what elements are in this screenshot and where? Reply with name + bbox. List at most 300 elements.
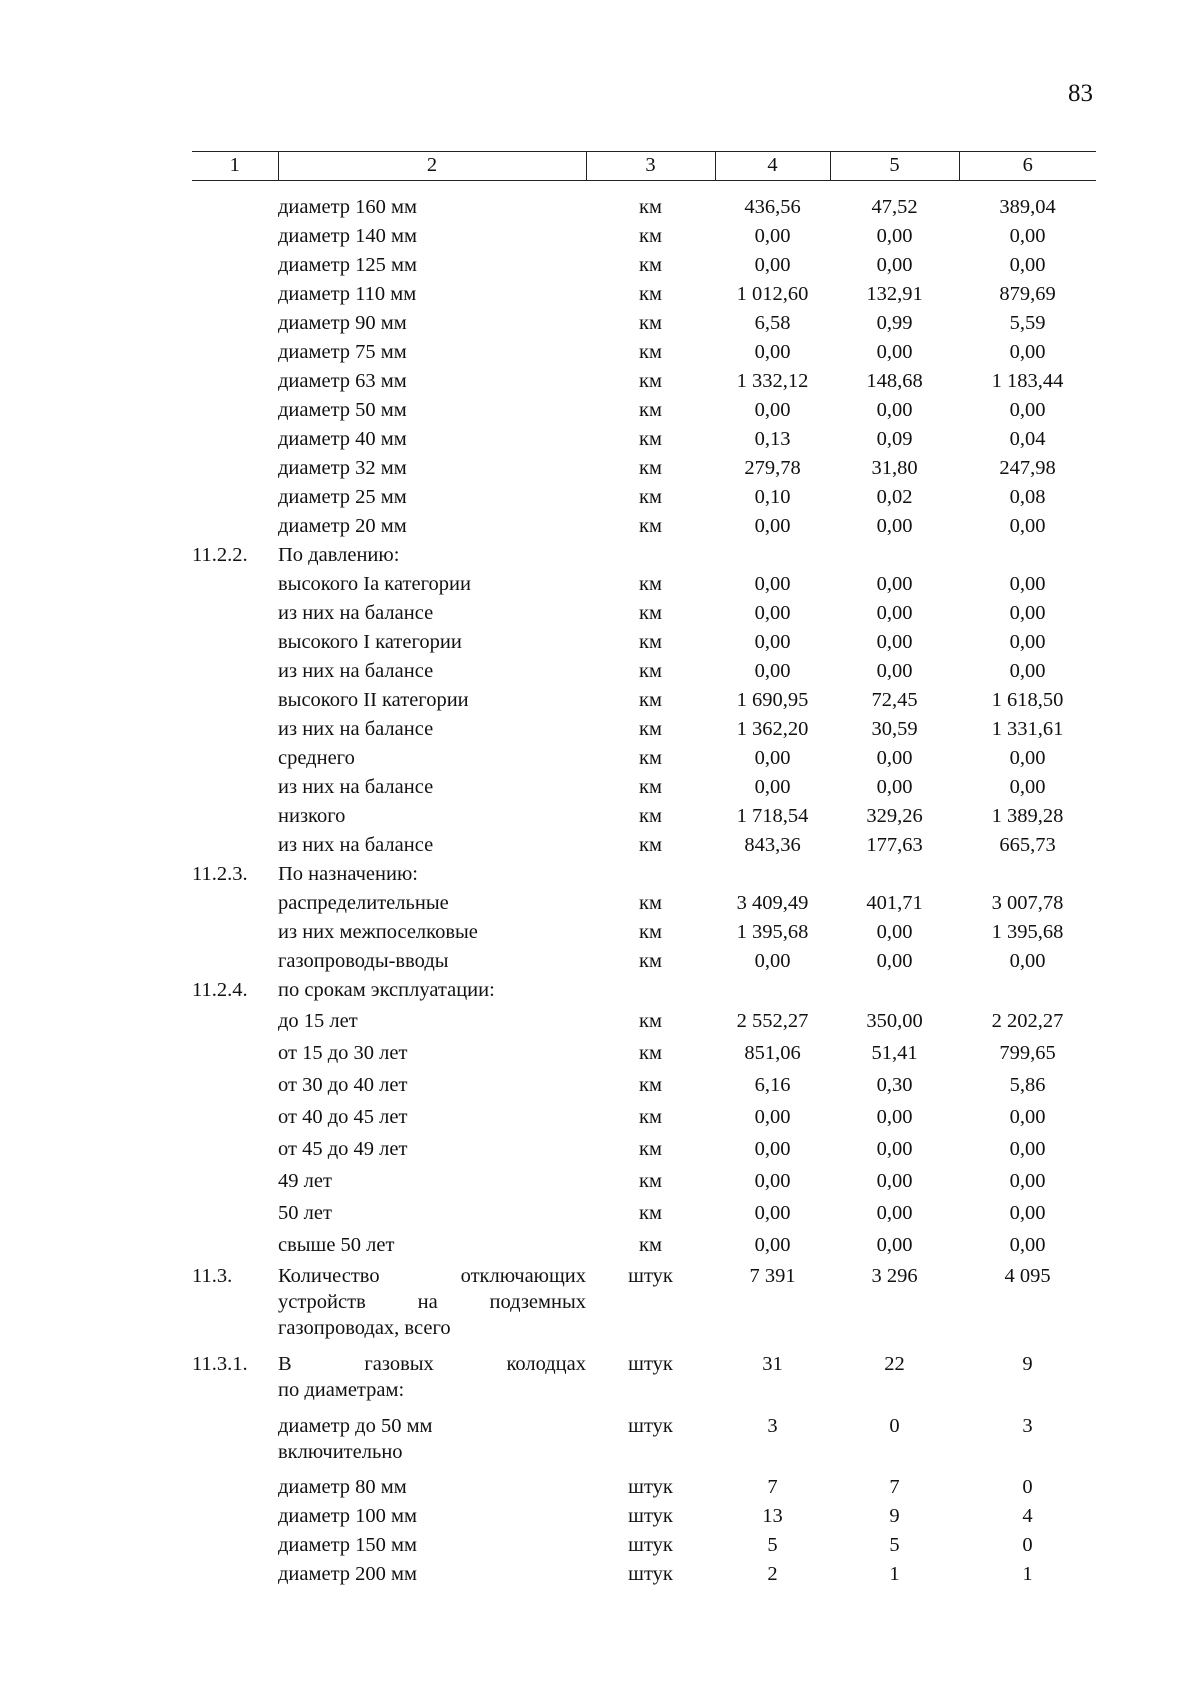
row-value-col4: 1 332,12 — [736, 370, 809, 392]
row-value-col6: 0 — [1022, 1534, 1033, 1556]
table-row — [192, 599, 1096, 628]
row-name: диаметр 160 мм — [278, 196, 417, 218]
row-value-col6 — [959, 976, 1096, 1005]
row-name — [278, 1531, 586, 1560]
row-name: диаметр 125 мм — [278, 254, 417, 276]
row-name — [278, 1411, 586, 1473]
row-name: среднего — [278, 747, 355, 769]
row-unit: км — [639, 428, 662, 450]
row-value-col5 — [830, 541, 959, 570]
row-value-col4 — [715, 860, 830, 889]
row-value-col4: 7 — [767, 1476, 778, 1498]
row-unit: км — [639, 834, 662, 856]
row-name: из них на балансе — [278, 718, 434, 740]
row-unit: км — [639, 1010, 662, 1032]
row-name: высокого II категории — [278, 689, 469, 711]
row-number — [192, 1165, 278, 1197]
row-name: из них на балансе — [278, 834, 434, 856]
row-value-col4 — [715, 976, 830, 1005]
row-value-col6: 0,00 — [1009, 1202, 1046, 1224]
row-value-col5: 0,00 — [876, 1106, 913, 1128]
row-unit: км — [639, 312, 662, 334]
row-number — [192, 947, 278, 976]
table-row — [192, 1229, 1096, 1261]
table-row — [192, 628, 1096, 657]
row-number — [192, 1531, 278, 1560]
row-value-col4: 0,00 — [754, 1170, 791, 1192]
table-row — [192, 483, 1096, 512]
row-name: свыше 50 лет — [278, 1234, 395, 1256]
table-spacer — [192, 181, 1096, 194]
row-number: 11.2.3. — [192, 863, 248, 885]
row-value-col5: 0,00 — [876, 660, 913, 682]
table-row — [192, 1069, 1096, 1101]
row-name-line: включительно — [278, 1441, 403, 1463]
row-name-line: газопроводах, всего — [278, 1317, 451, 1339]
row-value-col5: 401,71 — [866, 892, 923, 914]
table-row — [192, 860, 1096, 889]
table-row — [192, 454, 1096, 483]
row-value-col4: 279,78 — [744, 457, 801, 479]
row-value-col5: 0,00 — [876, 631, 913, 653]
row-value-col5: 0,09 — [876, 428, 913, 450]
row-value-col5: 1 — [889, 1563, 900, 1585]
row-name: низкого — [278, 805, 346, 827]
row-number — [192, 1197, 278, 1229]
row-unit: км — [639, 689, 662, 711]
row-unit: км — [639, 1106, 662, 1128]
row-value-col6: 4 095 — [1004, 1265, 1051, 1287]
row-value-col6: 5,86 — [1009, 1074, 1046, 1096]
row-value-col5: 9 — [889, 1505, 900, 1527]
row-value-col4: 3 409,49 — [736, 892, 809, 914]
row-unit: км — [639, 892, 662, 914]
row-value-col5: 22 — [884, 1353, 905, 1375]
table-row — [192, 802, 1096, 831]
row-value-col6: 247,98 — [999, 457, 1056, 479]
row-value-col4: 0,00 — [754, 225, 791, 247]
row-name-line: Количество отключающих — [278, 1265, 586, 1287]
row-value-col4: 6,58 — [754, 312, 791, 334]
row-value-col4: 2 552,27 — [736, 1010, 809, 1032]
row-number — [192, 744, 278, 773]
row-value-col5: 0,30 — [876, 1074, 913, 1096]
table-row — [192, 1133, 1096, 1165]
row-unit: км — [639, 776, 662, 798]
row-name: от 30 до 40 лет — [278, 1074, 408, 1096]
row-name: распределительные — [278, 892, 449, 914]
row-name-line: В газовых колодцах — [278, 1353, 586, 1375]
row-number — [192, 338, 278, 367]
row-value-col4: 0,00 — [754, 573, 791, 595]
row-value-col5: 0,00 — [876, 399, 913, 421]
row-number — [192, 831, 278, 860]
row-value-col4: 0,10 — [754, 486, 791, 508]
row-number — [192, 1560, 278, 1589]
row-value-col5: 0,99 — [876, 312, 913, 334]
row-value-col5: 0,00 — [876, 747, 913, 769]
row-value-col6: 799,65 — [999, 1042, 1056, 1064]
table-row — [192, 657, 1096, 686]
row-number — [192, 802, 278, 831]
table-row — [192, 396, 1096, 425]
row-unit: км — [639, 747, 662, 769]
table-row — [192, 831, 1096, 860]
row-unit: км — [639, 602, 662, 624]
row-value-col5: 0,00 — [876, 225, 913, 247]
row-value-col5: 7 — [889, 1476, 900, 1498]
row-value-col4: 436,56 — [744, 196, 801, 218]
row-number — [192, 599, 278, 628]
row-value-col5 — [830, 976, 959, 1005]
row-number: 11.3. — [192, 1265, 233, 1287]
table-row — [192, 512, 1096, 541]
row-unit: км — [639, 1138, 662, 1160]
row-value-col4: 0,00 — [754, 341, 791, 363]
row-unit: км — [639, 631, 662, 653]
row-name: диаметр 40 мм — [278, 428, 407, 450]
row-value-col6: 0,00 — [1009, 660, 1046, 682]
row-value-col6: 0,00 — [1009, 1138, 1046, 1160]
header-col-4: 4 — [715, 152, 830, 181]
row-unit: км — [639, 1202, 662, 1224]
row-name: По назначению: — [278, 863, 418, 885]
row-value-col6: 0,00 — [1009, 631, 1046, 653]
row-value-col5: 0,00 — [876, 776, 913, 798]
table-row — [192, 1005, 1096, 1037]
row-value-col6: 5,59 — [1009, 312, 1046, 334]
row-value-col4: 2 — [767, 1563, 778, 1585]
table-row — [192, 976, 1096, 1005]
table-body — [192, 181, 1096, 1590]
data-table — [192, 151, 1096, 1589]
row-value-col6: 0,00 — [1009, 515, 1046, 537]
row-number — [192, 367, 278, 396]
row-number — [192, 1502, 278, 1531]
row-unit — [586, 976, 715, 1005]
table-row — [192, 918, 1096, 947]
table-row — [192, 1261, 1096, 1349]
row-number: 11.2.4. — [192, 979, 248, 1001]
row-value-col6: 0,00 — [1009, 1106, 1046, 1128]
row-value-col5: 0,00 — [876, 1202, 913, 1224]
row-number — [192, 1069, 278, 1101]
row-number — [192, 1473, 278, 1502]
row-unit: штук — [628, 1534, 673, 1556]
row-name-line: диаметр 150 мм — [278, 1534, 417, 1556]
row-name: от 15 до 30 лет — [278, 1042, 408, 1064]
row-value-col5: 5 — [889, 1534, 900, 1556]
table-row — [192, 947, 1096, 976]
row-unit: км — [639, 660, 662, 682]
row-value-col6: 0,00 — [1009, 747, 1046, 769]
row-name: от 40 до 45 лет — [278, 1106, 408, 1128]
row-value-col6: 1 183,44 — [991, 370, 1064, 392]
row-name-line: устройств на подземных — [278, 1291, 586, 1313]
row-value-col4: 31 — [762, 1353, 783, 1375]
row-unit: км — [639, 950, 662, 972]
table-row — [192, 889, 1096, 918]
row-name — [278, 1560, 586, 1589]
row-value-col5: 0,00 — [876, 950, 913, 972]
row-value-col6: 1 331,61 — [991, 718, 1064, 740]
row-value-col4: 0,00 — [754, 1138, 791, 1160]
row-value-col5: 0,00 — [876, 602, 913, 624]
row-unit: км — [639, 921, 662, 943]
row-number — [192, 280, 278, 309]
row-name-line: диаметр до 50 мм — [278, 1415, 433, 1437]
row-value-col4 — [715, 541, 830, 570]
row-unit: км — [639, 370, 662, 392]
row-value-col6: 1 389,28 — [991, 805, 1064, 827]
row-value-col6: 1 — [1022, 1563, 1033, 1585]
table-row — [192, 1101, 1096, 1133]
row-name: диаметр 110 мм — [278, 283, 417, 305]
row-value-col5: 350,00 — [866, 1010, 923, 1032]
row-unit: км — [639, 225, 662, 247]
row-number — [192, 425, 278, 454]
row-name-line: диаметр 200 мм — [278, 1563, 417, 1585]
header-col-6: 6 — [959, 152, 1096, 181]
row-name: высокого Ia категории — [278, 573, 471, 595]
row-value-col6: 0,08 — [1009, 486, 1046, 508]
table-row — [192, 1037, 1096, 1069]
table-row — [192, 1531, 1096, 1560]
row-value-col6: 0,00 — [1009, 399, 1046, 421]
header-col-5: 5 — [830, 152, 959, 181]
row-name: По давлению: — [278, 544, 400, 566]
row-value-col5: 0,00 — [876, 921, 913, 943]
header-col-3: 3 — [586, 152, 715, 181]
row-value-col5: 0,00 — [876, 573, 913, 595]
row-unit: км — [639, 196, 662, 218]
row-value-col5: 0,00 — [876, 1138, 913, 1160]
row-value-col5: 47,52 — [871, 196, 918, 218]
row-unit: км — [639, 486, 662, 508]
row-name-line: по диаметрам: — [278, 1379, 405, 1401]
row-value-col6: 0 — [1022, 1476, 1033, 1498]
table-row — [192, 744, 1096, 773]
row-value-col5: 30,59 — [871, 718, 918, 740]
row-name: диаметр 63 мм — [278, 370, 407, 392]
row-value-col6: 665,73 — [999, 834, 1056, 856]
row-name: из них на балансе — [278, 776, 434, 798]
table-row — [192, 686, 1096, 715]
table-row — [192, 1560, 1096, 1589]
row-value-col4: 0,00 — [754, 747, 791, 769]
row-value-col6 — [959, 860, 1096, 889]
row-value-col5: 0,02 — [876, 486, 913, 508]
row-value-col4: 0,13 — [754, 428, 791, 450]
row-value-col6: 0,04 — [1009, 428, 1046, 450]
row-value-col4: 843,36 — [744, 834, 801, 856]
row-value-col6 — [959, 541, 1096, 570]
row-number — [192, 715, 278, 744]
row-number — [192, 570, 278, 599]
row-unit: штук — [628, 1505, 673, 1527]
row-value-col5: 0,00 — [876, 341, 913, 363]
row-unit — [586, 541, 715, 570]
row-name: до 15 лет — [278, 1010, 358, 1032]
row-name: высокого I категории — [278, 631, 462, 653]
row-name — [278, 1473, 586, 1502]
row-unit: км — [639, 1042, 662, 1064]
row-number — [192, 483, 278, 512]
header-col-2: 2 — [278, 152, 586, 181]
row-value-col6: 879,69 — [999, 283, 1056, 305]
table-row — [192, 1197, 1096, 1229]
row-name: диаметр 25 мм — [278, 486, 407, 508]
table-header — [192, 152, 1096, 181]
row-name-line: диаметр 100 мм — [278, 1505, 417, 1527]
row-name: 50 лет — [278, 1202, 332, 1224]
row-number — [192, 396, 278, 425]
row-name: из них на балансе — [278, 602, 434, 624]
row-unit: км — [639, 1170, 662, 1192]
header-col-1: 1 — [192, 152, 278, 181]
row-value-col5: 72,45 — [871, 689, 918, 711]
table-row — [192, 338, 1096, 367]
table-row — [192, 1502, 1096, 1531]
table-row — [192, 1411, 1096, 1473]
row-number — [192, 657, 278, 686]
row-name: диаметр 50 мм — [278, 399, 407, 421]
row-value-col5: 148,68 — [866, 370, 923, 392]
row-number — [192, 889, 278, 918]
table-row — [192, 280, 1096, 309]
row-number — [192, 193, 278, 222]
row-value-col6: 1 395,68 — [991, 921, 1064, 943]
row-number — [192, 918, 278, 947]
row-value-col5: 177,63 — [866, 834, 923, 856]
row-number — [192, 1005, 278, 1037]
row-name: диаметр 140 мм — [278, 225, 417, 247]
row-number — [192, 1411, 278, 1473]
row-name-line: диаметр 80 мм — [278, 1476, 407, 1498]
row-value-col5: 0 — [889, 1415, 900, 1437]
row-number — [192, 1229, 278, 1261]
row-number — [192, 628, 278, 657]
row-value-col4: 6,16 — [754, 1074, 791, 1096]
row-value-col5: 31,80 — [871, 457, 918, 479]
row-number — [192, 222, 278, 251]
row-value-col4: 0,00 — [754, 1106, 791, 1128]
row-number — [192, 309, 278, 338]
row-number — [192, 251, 278, 280]
row-number — [192, 1037, 278, 1069]
row-value-col4: 0,00 — [754, 631, 791, 653]
table-row — [192, 1165, 1096, 1197]
row-unit: км — [639, 254, 662, 276]
row-unit: км — [639, 457, 662, 479]
row-value-col5: 0,00 — [876, 1170, 913, 1192]
row-value-col6: 0,00 — [1009, 573, 1046, 595]
row-value-col5: 132,91 — [866, 283, 923, 305]
row-value-col4: 0,00 — [754, 1202, 791, 1224]
row-value-col4: 0,00 — [754, 399, 791, 421]
row-value-col4: 0,00 — [754, 254, 791, 276]
table-row — [192, 367, 1096, 396]
table-row — [192, 1349, 1096, 1411]
row-value-col4: 851,06 — [744, 1042, 801, 1064]
row-value-col4: 0,00 — [754, 776, 791, 798]
row-value-col4: 0,00 — [754, 660, 791, 682]
row-value-col4: 3 — [767, 1415, 778, 1437]
row-value-col6: 0,00 — [1009, 225, 1046, 247]
row-value-col5: 3 296 — [871, 1265, 918, 1287]
row-name: газопроводы-вводы — [278, 950, 449, 972]
row-value-col6: 0,00 — [1009, 1234, 1046, 1256]
row-unit: штук — [628, 1265, 673, 1287]
table-row — [192, 251, 1096, 280]
row-number: 11.3.1. — [192, 1353, 248, 1375]
row-value-col5 — [830, 860, 959, 889]
row-value-col4: 0,00 — [754, 1234, 791, 1256]
row-name — [278, 1349, 586, 1411]
row-name: диаметр 20 мм — [278, 515, 407, 537]
row-value-col4: 0,00 — [754, 950, 791, 972]
row-value-col4: 1 690,95 — [736, 689, 809, 711]
table-row — [192, 773, 1096, 802]
row-unit: км — [639, 1234, 662, 1256]
table-row — [192, 193, 1096, 222]
row-value-col5: 0,00 — [876, 515, 913, 537]
row-number: 11.2.2. — [192, 544, 248, 566]
row-unit: км — [639, 399, 662, 421]
row-name: диаметр 75 мм — [278, 341, 407, 363]
row-unit: км — [639, 573, 662, 595]
row-number — [192, 686, 278, 715]
row-value-col5: 0,00 — [876, 1234, 913, 1256]
row-value-col6: 3 — [1022, 1415, 1033, 1437]
row-unit: км — [639, 515, 662, 537]
row-value-col6: 0,00 — [1009, 1170, 1046, 1192]
row-name: от 45 до 49 лет — [278, 1138, 408, 1160]
row-number — [192, 512, 278, 541]
row-name — [278, 1502, 586, 1531]
table-row — [192, 222, 1096, 251]
row-value-col5: 329,26 — [866, 805, 923, 827]
table-row — [192, 309, 1096, 338]
row-value-col6: 9 — [1022, 1353, 1033, 1375]
row-value-col6: 1 618,50 — [991, 689, 1064, 711]
row-value-col6: 3 007,78 — [991, 892, 1064, 914]
row-name: диаметр 90 мм — [278, 312, 407, 334]
row-name: 49 лет — [278, 1170, 332, 1192]
row-value-col5: 51,41 — [871, 1042, 918, 1064]
row-value-col4: 1 012,60 — [736, 283, 809, 305]
row-value-col4: 5 — [767, 1534, 778, 1556]
row-value-col6: 0,00 — [1009, 602, 1046, 624]
row-value-col4: 1 718,54 — [736, 805, 809, 827]
row-name: по срокам эксплуатации: — [278, 979, 495, 1001]
page-number: 83 — [1068, 80, 1093, 107]
row-value-col6: 0,00 — [1009, 254, 1046, 276]
row-number — [192, 1133, 278, 1165]
row-value-col4: 1 395,68 — [736, 921, 809, 943]
row-number — [192, 1101, 278, 1133]
row-value-col6: 0,00 — [1009, 950, 1046, 972]
row-number — [192, 454, 278, 483]
row-unit: км — [639, 805, 662, 827]
row-name: из них на балансе — [278, 660, 434, 682]
row-name: диаметр 32 мм — [278, 457, 407, 479]
row-value-col6: 0,00 — [1009, 341, 1046, 363]
row-value-col4: 0,00 — [754, 515, 791, 537]
row-value-col6: 0,00 — [1009, 776, 1046, 798]
row-value-col4: 7 391 — [749, 1265, 796, 1287]
row-value-col4: 13 — [762, 1505, 783, 1527]
